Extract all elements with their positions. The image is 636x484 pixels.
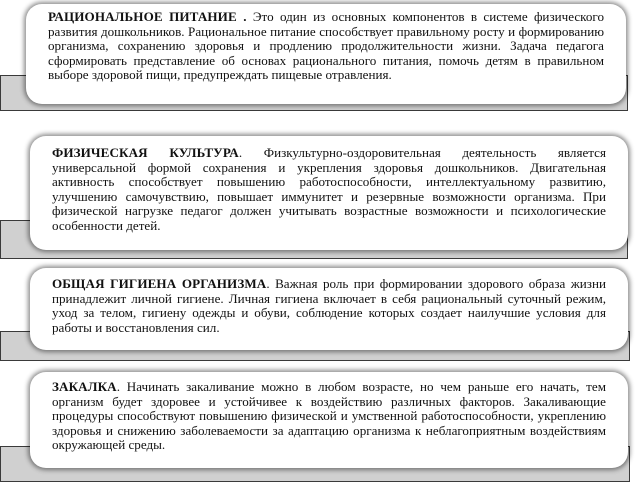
section-physical-culture (0, 128, 636, 258)
section-title: РАЦИОНАЛЬНОЕ ПИТАНИЕ . (48, 9, 247, 24)
section-card (30, 268, 628, 350)
section-text (52, 277, 606, 335)
section-card (30, 372, 628, 468)
section-card (26, 4, 626, 104)
section-text (48, 10, 604, 83)
section-text (52, 146, 606, 234)
section-body: . Начинать закаливание можно в любом возрасте, но чем раньше его начать, тем организм будет здоровее и устойчивее к воздействию различных факторов. Закаливающие процедуры способствуют повышению физической и умственной работоспособности, укреплению здоровья и снижению заболеваемости за адаптацию организма к неблагоприятным воздействиям окружающей среды. (52, 379, 606, 453)
section-body: . Важная роль при формировании здорового образа жизни принадлежит личной гигиене. Личная гигиена включает в себя рациональный суточный режим, уход за телом, гигиену одежды и обуви, соблюдение которых создает наилучшие условия для работы и восстановления сил. (52, 276, 606, 335)
section-body: Это один из основных компонентов в системе физического развития дошкольников. Рациональное питание способствует правильному росту и формированию организма, сохранению здоровья и продлению продолжительности жизни. Задача педагога сформировать представление об основах рационального питания, помочь детям в правильном выборе здоровой пищи, предупреждать пищевые отравления. (48, 9, 604, 83)
section-title: ОБЩАЯ ГИГИЕНА ОРГАНИЗМА (52, 276, 267, 291)
section-title: ФИЗИЧЕСКАЯ КУЛЬТУРА (52, 145, 239, 160)
section-hardening (0, 368, 636, 484)
section-card (30, 136, 628, 250)
section-body: . Физкультурно-оздоровительная деятельность является универсальной формой сохранения и укрепления здоровья дошкольников. Двигательная активность способствует повышению работоспособности, интеллектуальному развитию, улучшению самочувствию, повышает иммунитет и резервные возможности организма. При физической нагрузке педагог должен учитывать возрастные возможности и психологические особенности детей. (52, 145, 606, 233)
section-general-hygiene (0, 264, 636, 364)
section-nutrition (0, 0, 636, 110)
section-title: ЗАКАЛКА (52, 379, 117, 394)
section-text (52, 380, 606, 453)
